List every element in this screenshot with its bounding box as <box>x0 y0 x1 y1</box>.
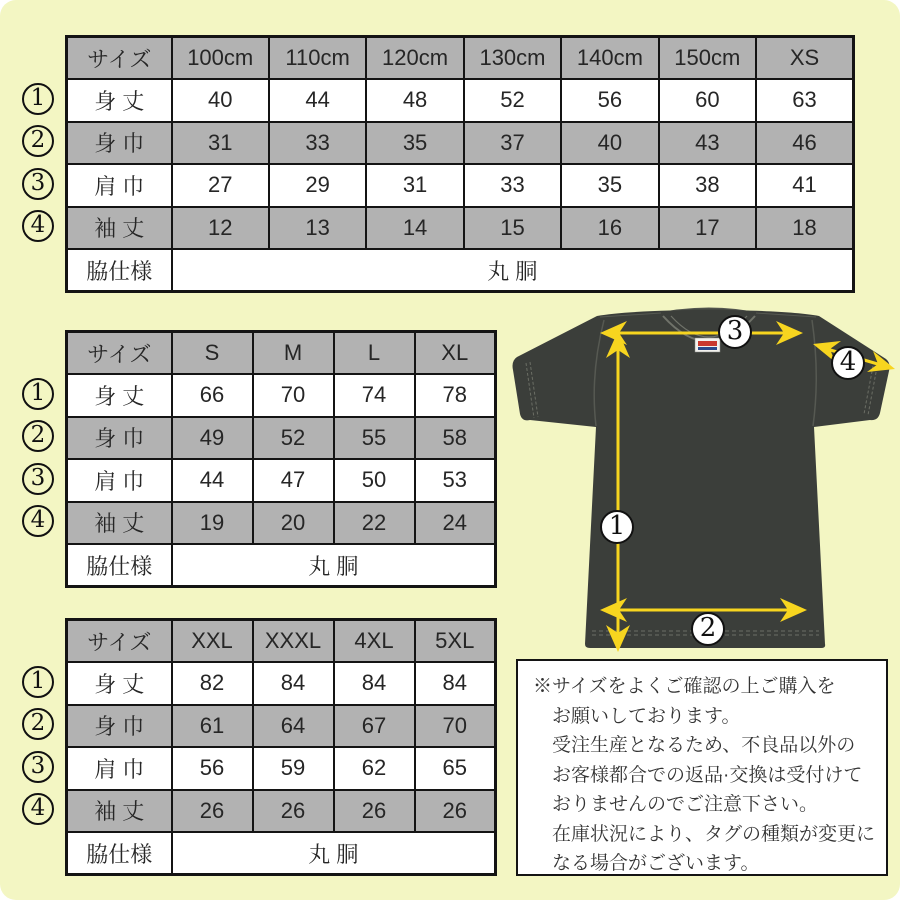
notes-line: ※サイズをよくご確認の上ご購入を <box>533 676 836 697</box>
row-label: 身 丈 <box>67 662 172 705</box>
row-marker-3: 3 <box>22 463 54 495</box>
shirt-marker-2-body-width: 2 <box>691 612 725 646</box>
measurement-row <box>67 374 496 417</box>
size-value: 84 <box>334 662 415 705</box>
row-label: 袖 丈 <box>67 207 172 250</box>
size-value: 56 <box>172 747 253 790</box>
column-header: 120cm <box>366 37 463 80</box>
row-marker-4: 4 <box>22 210 54 242</box>
row-marker-4: 4 <box>22 505 54 537</box>
size-value: 49 <box>172 417 253 460</box>
row-label: 身 丈 <box>67 374 172 417</box>
column-header: 5XL <box>415 620 496 663</box>
size-value: 26 <box>415 790 496 833</box>
row-label: 身 巾 <box>67 417 172 460</box>
size-value: 84 <box>415 662 496 705</box>
size-header-cell: サイズ <box>67 620 172 663</box>
row-marker-1: 1 <box>22 378 54 410</box>
size-value: 29 <box>269 164 366 207</box>
size-value: 44 <box>269 79 366 122</box>
measurement-row <box>67 417 496 460</box>
size-value: 38 <box>659 164 756 207</box>
row-label: 肩 巾 <box>67 459 172 502</box>
row-marker-2: 2 <box>22 420 54 452</box>
row-label: 身 丈 <box>67 79 172 122</box>
measurement-row <box>67 747 496 790</box>
column-header: M <box>253 332 334 375</box>
size-value: 78 <box>415 374 496 417</box>
row-marker-1: 1 <box>22 83 54 115</box>
size-value: 53 <box>415 459 496 502</box>
size-header-cell: サイズ <box>67 332 172 375</box>
notes-line: なる場合がございます。 <box>552 853 760 874</box>
column-header: 150cm <box>659 37 756 80</box>
size-table-kids <box>65 35 855 293</box>
row-marker-2: 2 <box>22 125 54 157</box>
purchase-notes-box <box>516 659 888 876</box>
row-marker-2: 2 <box>22 708 54 740</box>
size-value: 67 <box>334 705 415 748</box>
size-value: 31 <box>172 122 269 165</box>
size-value: 26 <box>253 790 334 833</box>
measurement-row <box>67 790 496 833</box>
footer-value: 丸 胴 <box>172 249 854 292</box>
column-header: L <box>334 332 415 375</box>
size-value: 47 <box>253 459 334 502</box>
size-value: 24 <box>415 502 496 545</box>
column-header: XXXL <box>253 620 334 663</box>
size-value: 27 <box>172 164 269 207</box>
measurement-row <box>67 207 854 250</box>
size-value: 61 <box>172 705 253 748</box>
size-value: 17 <box>659 207 756 250</box>
measurement-row <box>67 79 854 122</box>
size-value: 62 <box>334 747 415 790</box>
notes-line: お客様都合での返品·交換は受付けて <box>552 764 863 786</box>
size-value: 26 <box>172 790 253 833</box>
size-value: 35 <box>561 164 658 207</box>
notes-line: 在庫状況により、タグの種類が変更に <box>552 823 876 845</box>
size-value: 33 <box>269 122 366 165</box>
measurement-row <box>67 122 854 165</box>
column-header: XL <box>415 332 496 375</box>
column-header: 140cm <box>561 37 658 80</box>
measurement-row <box>67 705 496 748</box>
size-value: 19 <box>172 502 253 545</box>
footer-value: 丸 胴 <box>172 832 496 875</box>
size-header-cell: サイズ <box>67 37 172 80</box>
size-value: 12 <box>172 207 269 250</box>
size-value: 55 <box>334 417 415 460</box>
row-marker-4: 4 <box>22 793 54 825</box>
size-value: 18 <box>756 207 853 250</box>
size-value: 58 <box>415 417 496 460</box>
size-value: 41 <box>756 164 853 207</box>
size-value: 70 <box>415 705 496 748</box>
size-value: 44 <box>172 459 253 502</box>
size-value: 66 <box>172 374 253 417</box>
notes-line: おりませんのでご注意下さい。 <box>552 794 819 815</box>
size-value: 46 <box>756 122 853 165</box>
notes-line: 受注生産となるため、不良品以外の <box>552 735 856 756</box>
column-header: 100cm <box>172 37 269 80</box>
row-label: 身 巾 <box>67 122 172 165</box>
size-value: 40 <box>172 79 269 122</box>
notes-line: お願いしております。 <box>552 705 741 727</box>
row-marker-3: 3 <box>22 168 54 200</box>
measurement-row <box>67 662 496 705</box>
shirt-marker-3-shoulder-width: 3 <box>718 315 752 349</box>
size-value: 37 <box>464 122 561 165</box>
size-table-big <box>65 618 497 876</box>
measurement-row <box>67 502 496 545</box>
size-value: 60 <box>659 79 756 122</box>
size-value: 74 <box>334 374 415 417</box>
column-header: XS <box>756 37 853 80</box>
size-value: 31 <box>366 164 463 207</box>
footer-value: 丸 胴 <box>172 544 496 587</box>
shirt-marker-1-body-length: 1 <box>600 510 634 544</box>
row-marker-3: 3 <box>22 751 54 783</box>
row-label: 肩 巾 <box>67 747 172 790</box>
row-label: 袖 丈 <box>67 790 172 833</box>
size-value: 64 <box>253 705 334 748</box>
size-value: 52 <box>464 79 561 122</box>
column-header: 110cm <box>269 37 366 80</box>
size-value: 14 <box>366 207 463 250</box>
row-marker-1: 1 <box>22 666 54 698</box>
size-value: 13 <box>269 207 366 250</box>
size-value: 16 <box>561 207 658 250</box>
row-label: 身 巾 <box>67 705 172 748</box>
size-value: 43 <box>659 122 756 165</box>
column-header: S <box>172 332 253 375</box>
size-table-adult <box>65 330 497 588</box>
size-value: 63 <box>756 79 853 122</box>
size-value: 56 <box>561 79 658 122</box>
measurement-row <box>67 459 496 502</box>
size-value: 33 <box>464 164 561 207</box>
size-value: 50 <box>334 459 415 502</box>
row-label: 肩 巾 <box>67 164 172 207</box>
footer-label: 脇仕様 <box>67 544 172 587</box>
size-value: 26 <box>334 790 415 833</box>
size-value: 70 <box>253 374 334 417</box>
footer-label: 脇仕様 <box>67 832 172 875</box>
shirt-marker-4-sleeve-length: 4 <box>831 346 865 380</box>
column-header: 4XL <box>334 620 415 663</box>
column-header: 130cm <box>464 37 561 80</box>
footer-label: 脇仕様 <box>67 249 172 292</box>
size-value: 35 <box>366 122 463 165</box>
size-value: 20 <box>253 502 334 545</box>
size-value: 82 <box>172 662 253 705</box>
size-value: 65 <box>415 747 496 790</box>
size-value: 84 <box>253 662 334 705</box>
size-value: 52 <box>253 417 334 460</box>
size-value: 15 <box>464 207 561 250</box>
size-value: 48 <box>366 79 463 122</box>
size-value: 22 <box>334 502 415 545</box>
collar-brand-tag <box>695 338 720 352</box>
size-value: 59 <box>253 747 334 790</box>
row-label: 袖 丈 <box>67 502 172 545</box>
column-header: XXL <box>172 620 253 663</box>
size-value: 40 <box>561 122 658 165</box>
measurement-row <box>67 164 854 207</box>
